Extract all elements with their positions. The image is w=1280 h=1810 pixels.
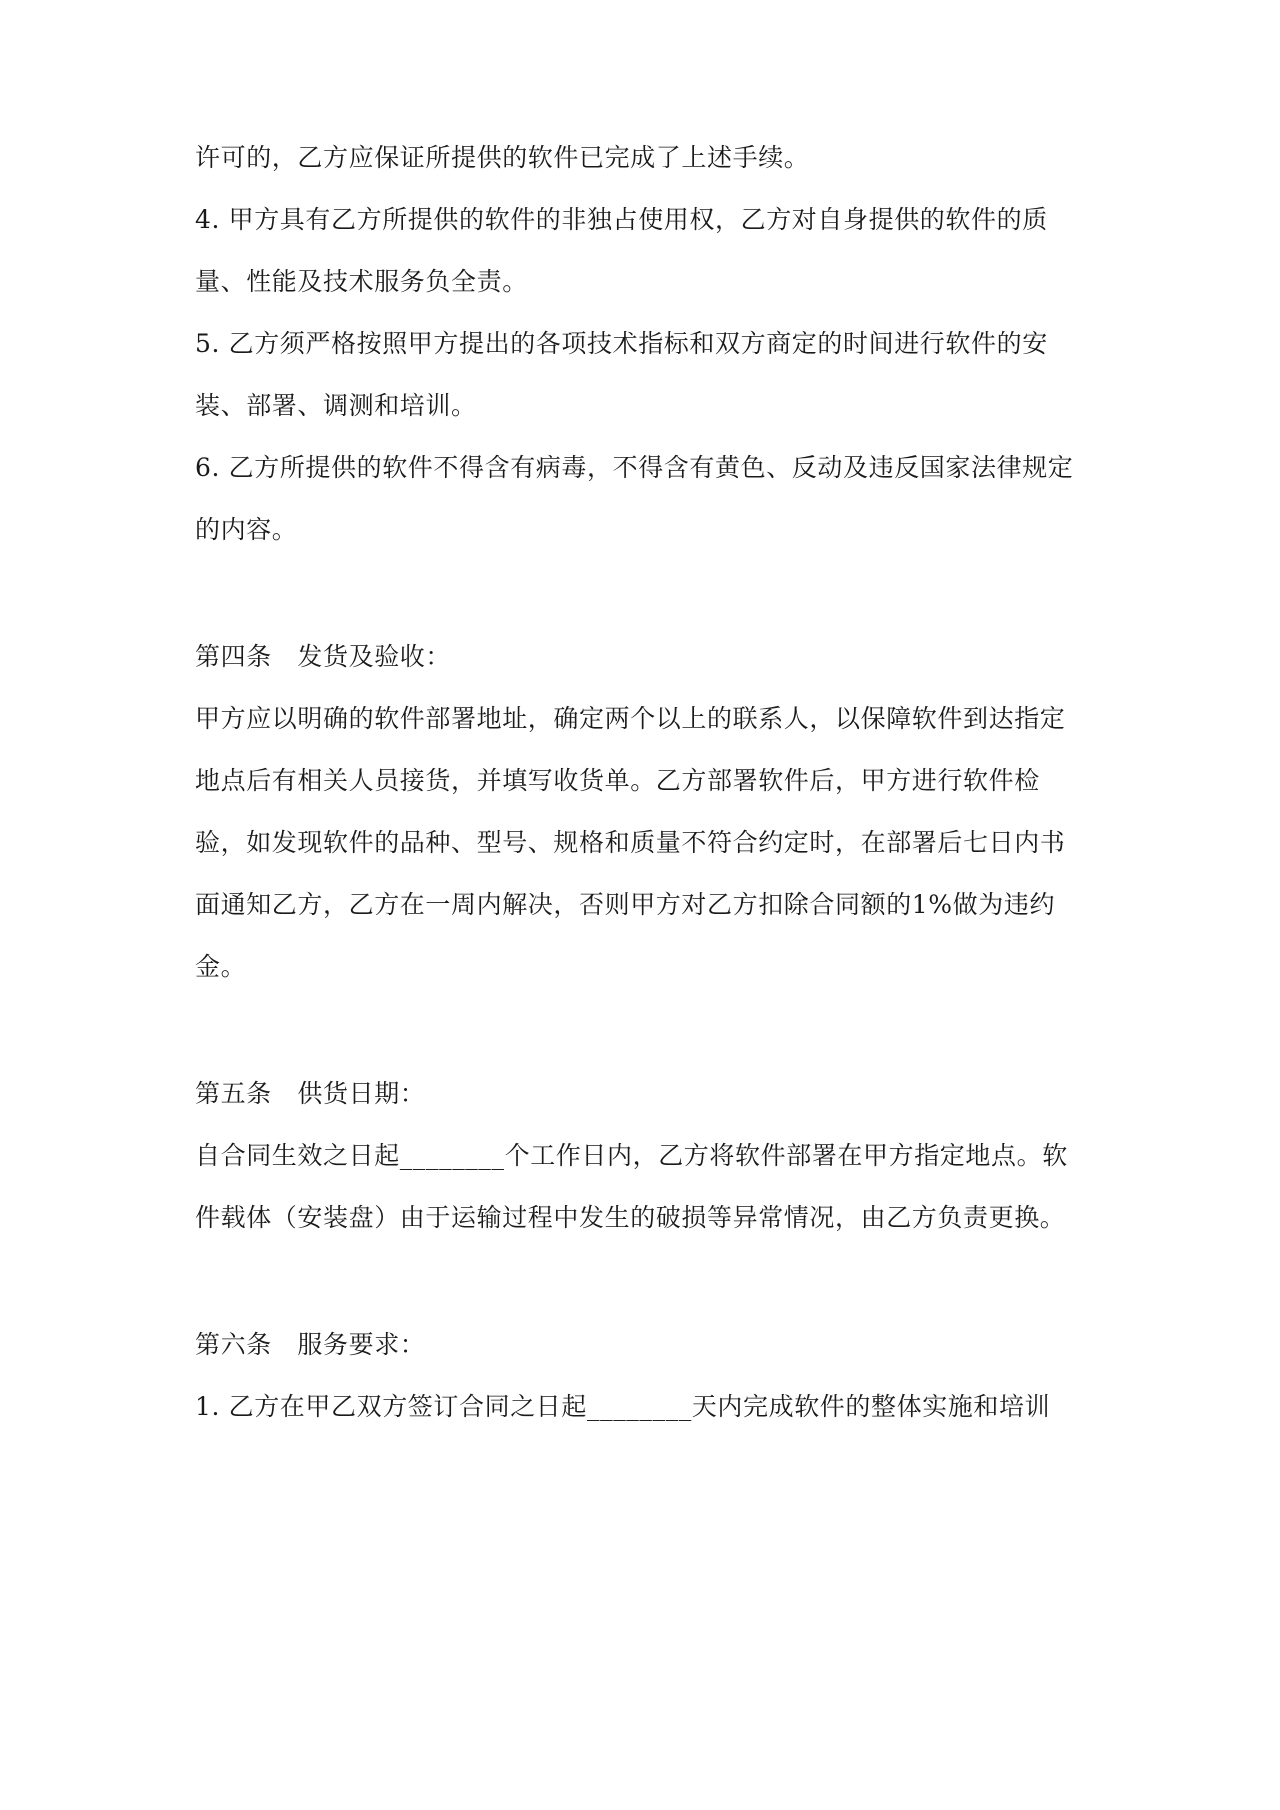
section6-heading: 第六条 服务要求： bbox=[195, 1330, 426, 1359]
section5-line2: 件载体（安装盘）由于运输过程中发生的破损等异常情况，由乙方负责更换。 bbox=[195, 1203, 1066, 1232]
item5-line2: 装、部署、调测和培训。 bbox=[195, 391, 477, 420]
section4-line1: 甲方应以明确的软件部署地址，确定两个以上的联系人，以保障软件到达指定 bbox=[195, 704, 1066, 733]
section5-heading: 第五条 供货日期： bbox=[195, 1079, 426, 1108]
section4-line3: 验，如发现软件的品种、型号、规格和质量不符合约定时，在部署后七日内书 bbox=[195, 828, 1066, 857]
section4-line2: 地点后有相关人员接货，并填写收货单。乙方部署软件后，甲方进行软件检 bbox=[195, 766, 1040, 795]
section3-continuation: 许可的，乙方应保证所提供的软件已完成了上述手续。 bbox=[195, 143, 810, 172]
item6-line2: 的内容。 bbox=[195, 515, 298, 544]
item4-line2: 量、性能及技术服务负全责。 bbox=[195, 267, 528, 296]
section6-item1-line1: 1. 乙方在甲乙双方签订合同之日起________天内完成软件的整体实施和培训 bbox=[195, 1392, 1051, 1421]
section4-line4: 面通知乙方，乙方在一周内解决，否则甲方对乙方扣除合同额的1%做为违约 bbox=[195, 890, 1056, 919]
section4-heading: 第四条 发货及验收： bbox=[195, 642, 452, 671]
item6-line1: 6. 乙方所提供的软件不得含有病毒，不得含有黄色、反动及违反国家法律规定 bbox=[195, 453, 1074, 482]
section5-line1: 自合同生效之日起________个工作日内，乙方将软件部署在甲方指定地点。软 bbox=[195, 1141, 1068, 1170]
item4-line1: 4. 甲方具有乙方所提供的软件的非独占使用权，乙方对自身提供的软件的质 bbox=[195, 205, 1048, 234]
item5-line1: 5. 乙方须严格按照甲方提出的各项技术指标和双方商定的时间进行软件的安 bbox=[195, 329, 1048, 358]
section4-line5: 金。 bbox=[195, 952, 247, 981]
